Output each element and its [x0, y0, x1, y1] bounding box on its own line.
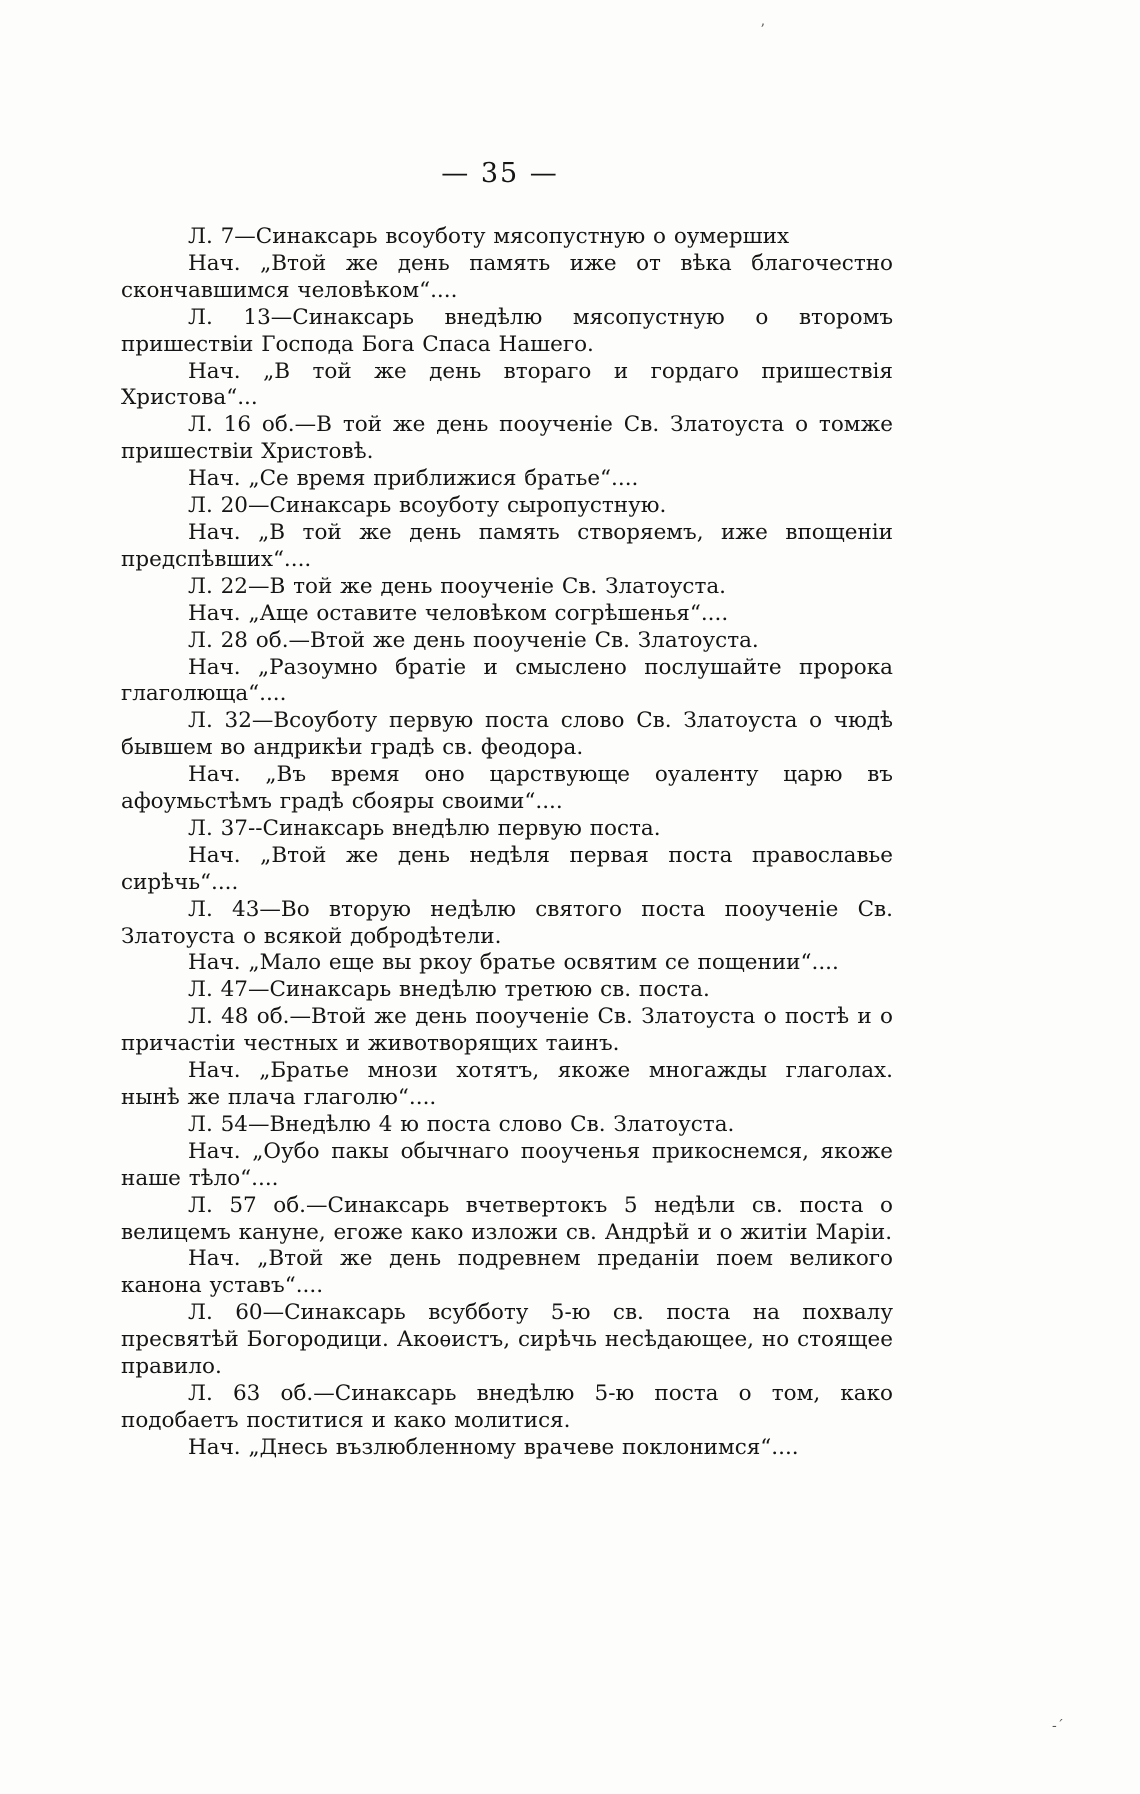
paragraph: Л. 13—Синаксарь внедѣлю мясопустную о второмъ пришествiи Господа Бога Спаса Нашего.	[121, 304, 893, 357]
margin-speck: ʼ	[760, 22, 765, 38]
paragraph: Нач. „Оубо пакы обычнаго пооученья прикоснемся, якоже наше тѣло“....	[121, 1138, 893, 1191]
paragraph: Л. 48 об.—Втой же день пооученiе Св. Златоуста о постѣ и о причастiи честных и животворящих таинъ.	[121, 1004, 893, 1057]
paragraph: Л. 32—Всоуботу первую поста слово Св. Златоуста о чюдѣ бывшем во андрикѣи градѣ св. феодора.	[121, 708, 893, 761]
paragraph: Нач. „Втой же день недѣля первая поста православье сирѣчь“....	[121, 842, 893, 895]
paragraph: Нач. „Въ время оно царствующе оуаленту царю въ афоумьстѣмъ градѣ сбояры своими“....	[121, 762, 893, 815]
paragraph: Л. 63 об.—Синаксарь внедѣлю 5-ю поста о том, како подобаетъ поститися и како молитися.	[121, 1380, 893, 1433]
paragraph: Нач. „Аще оставите человѣком согрѣшенья“....	[188, 600, 729, 626]
paragraph: Л. 54—Внедѣлю 4 ю поста слово Св. Златоуста.	[188, 1111, 735, 1137]
paragraph: Л. 22—В той же день пооученiе Св. Златоуста.	[188, 573, 727, 599]
paragraph: Нач. „В той же день память створяемъ, иже впощенiи предспѣвших“....	[121, 519, 893, 572]
margin-speck: -ˊ	[1052, 1718, 1064, 1734]
paragraph: Л. 57 об.—Синаксарь вчетвертокъ 5 недѣли св. поста о велицемъ кануне, егоже како изложи св. Андрѣй и о житiи Марiи.	[121, 1192, 893, 1245]
paragraph: Л. 60—Синаксарь всубботу 5-ю св. поста на похвалу пресвятѣй Богородици. Акоѳистъ, сирѣчь несѣдающее, но стоящее правило.	[121, 1300, 893, 1380]
page-number: — 35 —	[441, 158, 559, 189]
paragraph: Л. 37--Синаксарь внедѣлю первую поста.	[188, 815, 661, 841]
paragraph: Л. 47—Синаксарь внедѣлю третюю св. поста.	[188, 977, 710, 1003]
paragraph: Нач. „Днесь възлюбленному врачеве поклонимся“....	[188, 1434, 799, 1460]
paragraph: Л. 7—Синаксарь всоуботу мясопустную о оумерших	[188, 224, 790, 249]
paragraph: Нач. „Се время приближися братье“....	[188, 466, 639, 492]
paragraph: Нач. „Втой же день подревнем преданiи поем великого канона уставъ“....	[121, 1246, 893, 1299]
paragraph: Нач. „Братье мнози хотятъ, якоже многажды глаголах. нынѣ же плача глаголю“....	[121, 1058, 893, 1110]
paragraph: Нач. „Мало еще вы ркоу братье освятим се пощении“....	[188, 950, 839, 976]
paragraph: Л. 43—Во вторую недѣлю святого поста пооученiе Св. Златоуста о всякой добродѣтели.	[121, 896, 893, 949]
paragraph: Нач. „В той же день втораго и гордаго пришествiя Христова“...	[121, 358, 893, 411]
paragraph: Нач. „Втой же день память иже от вѣка благочестно скончавшимся человѣком“....	[121, 250, 893, 303]
paragraph: Л. 20—Синаксарь всоуботу сыропустную.	[188, 493, 667, 519]
paragraph: Л. 28 об.—Втой же день пооученiе Св. Златоуста.	[188, 627, 759, 653]
paragraph: Нач. „Разоумно братiе и смыслено послушайте пророка глаголюща“....	[121, 654, 893, 707]
text-body	[121, 224, 893, 1462]
paragraph: Л. 16 об.—В той же день пооученiе Св. Златоуста о томже пришествiи Христовѣ.	[121, 412, 893, 465]
